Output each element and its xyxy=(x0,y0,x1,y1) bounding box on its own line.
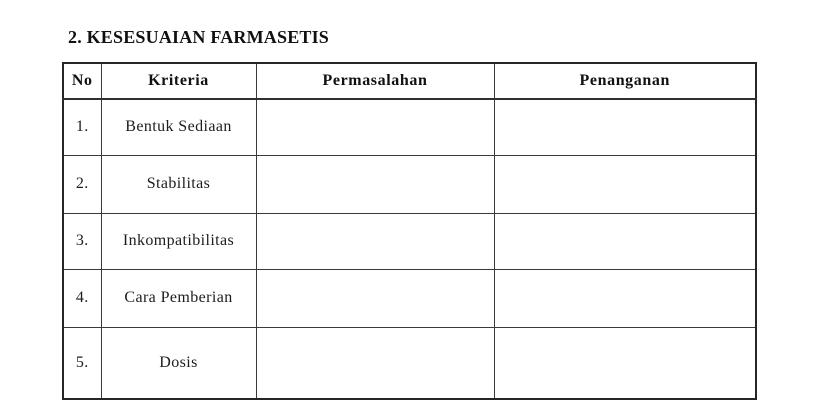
cell-no: 5. xyxy=(63,327,101,399)
cell-penanganan xyxy=(494,99,756,155)
cell-permasalahan xyxy=(256,213,494,269)
cell-penanganan xyxy=(494,213,756,269)
cell-no: 1. xyxy=(63,99,101,155)
table-row xyxy=(63,327,756,399)
cell-kriteria: Bentuk Sediaan xyxy=(101,99,256,155)
table-row xyxy=(63,99,756,155)
section-title: 2. KESESUAIAN FARMASETIS xyxy=(68,27,330,47)
header-kriteria: Kriteria xyxy=(101,63,256,99)
cell-kriteria: Dosis xyxy=(101,327,256,399)
header-penanganan: Penanganan xyxy=(494,63,756,99)
table-row xyxy=(63,155,756,213)
table-row xyxy=(63,213,756,269)
cell-kriteria: Cara Pemberian xyxy=(101,269,256,327)
kesesuaian-farmasetis-table xyxy=(62,62,757,400)
cell-penanganan xyxy=(494,327,756,399)
cell-penanganan xyxy=(494,155,756,213)
cell-no: 4. xyxy=(63,269,101,327)
header-permasalahan: Permasalahan xyxy=(256,63,494,99)
cell-permasalahan xyxy=(256,269,494,327)
cell-no: 2. xyxy=(63,155,101,213)
cell-penanganan xyxy=(494,269,756,327)
cell-permasalahan xyxy=(256,327,494,399)
cell-permasalahan xyxy=(256,99,494,155)
cell-kriteria: Stabilitas xyxy=(101,155,256,213)
table-header-row xyxy=(63,63,756,99)
cell-no: 3. xyxy=(63,213,101,269)
table-row xyxy=(63,269,756,327)
cell-kriteria: Inkompatibilitas xyxy=(101,213,256,269)
header-no: No xyxy=(63,63,101,99)
cell-permasalahan xyxy=(256,155,494,213)
